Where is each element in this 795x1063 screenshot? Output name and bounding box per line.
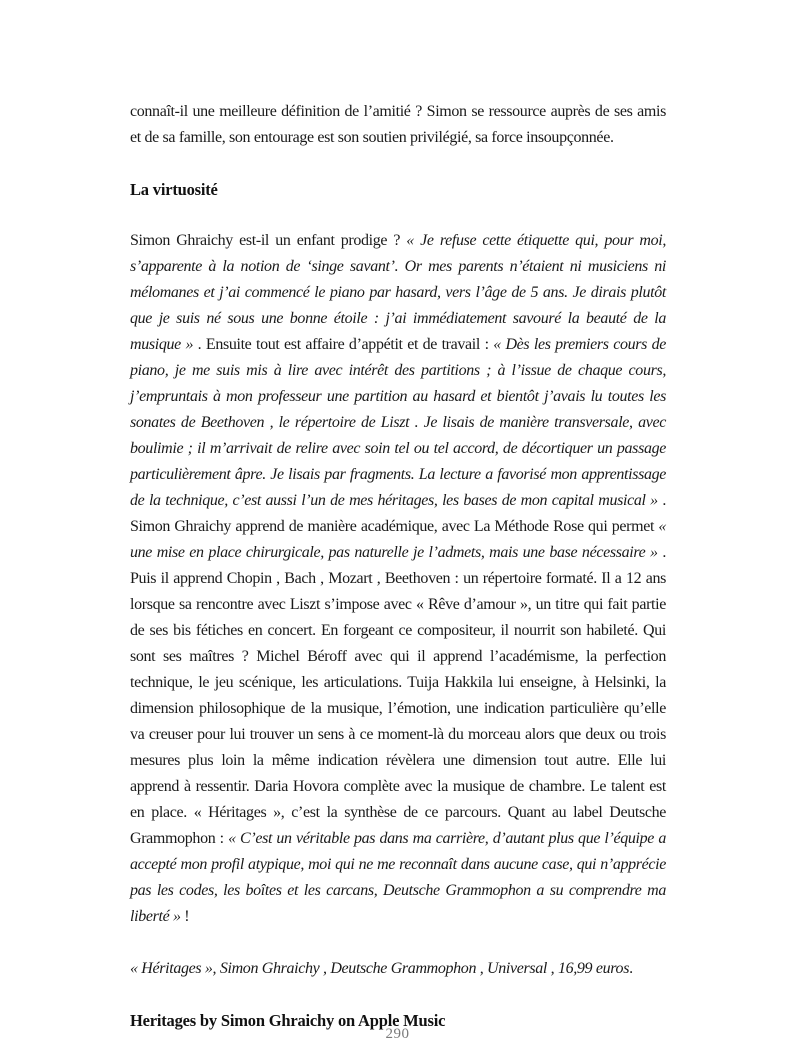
text-run: Simon Ghraichy est-il un enfant prodige ?	[130, 232, 407, 249]
quote-run: « C’est un véritable pas dans ma carrière, d’autant plus que l’équipe a accepté mon profil atypique, moi qui ne me reconnaît dans aucune case, qui n’apprécie pas les codes, les boîtes et les carcans, Deutsche Grammophon a su comprendre ma liberté »	[130, 830, 666, 925]
quote-run: « Je refuse cette étiquette qui, pour moi, s’apparente à la notion de ‘singe savant’. Or mes parents n’étaient ni musiciens ni mélomanes et j’ai commencé le piano par hasard, vers l’âge de 5 ans. Je dirais plutôt que je suis né sous une bonne étoile : j’ai immédiatement savouré la beauté de la musique »	[130, 232, 666, 353]
text-column	[130, 99, 666, 1059]
heading-virtuosity: La virtuosité	[130, 180, 218, 199]
paragraph-friendship	[130, 99, 666, 151]
paragraph-album-credits	[130, 956, 666, 982]
quote-run: « une mise en place chirurgicale, pas naturelle je l’admets, mais une base nécessaire »	[130, 518, 666, 561]
paragraph-virtuosity	[130, 228, 666, 930]
text-run: . Simon Ghraichy apprend de manière académique, avec La Méthode Rose qui permet	[130, 492, 666, 535]
page-number: 290	[385, 1026, 410, 1042]
text-run: . Puis il apprend Chopin , Bach , Mozart , Beethoven : un répertoire formaté. Il a 12 ans lorsque sa rencontre avec Liszt s’impose avec « Rêve d’amour », un titre qui fait partie de ses bis fétiches en concert. En forgeant ce compositeur, il nourrit son habileté. Qui sont ses maîtres ? Michel Béroff avec qui il apprend l’académisme, la perfection technique, le jeu scénique, les articulations. Tuija Hakkila lui enseigne, à Helsinki, la dimension philosophique de la musique, l’émotion, une indication particulière qu’elle va creuser pour lui trouver un sens à ce moment-là du morceau alors que deux ou trois mesures plus loin la même indication révèlera une dimension tout autre. Elle lui apprend à ressentir. Daria Hovora complète avec la musique de chambre. Le talent est en place. « Héritages », c’est la synthèse de ce parcours. Quant au label Deutsche Grammophon :	[130, 544, 666, 847]
text-run: !	[184, 908, 190, 925]
album-credits-run: « Héritages », Simon Ghraichy , Deutsche Grammophon , Universal , 16,99 euros	[130, 960, 630, 977]
quote-run: « Dès les premiers cours de piano, je me suis mis à lire avec intérêt des partitions ; à l’issue de chaque cours, j’empruntais à mon professeur une partition au hasard et bientôt j’avais lu toutes les sonates de Beethoven , le répertoire de Liszt . Je lisais de manière transversale, avec boulimie ; il m’arrivait de relire avec soin tel ou tel accord, de décortiquer un passage particulièrement âpre. Je lisais par fragments. La lecture a favorisé mon apprentissage de la technique, c’est aussi l’un de mes héritages, les bases de mon capital musical »	[130, 336, 666, 509]
text-run: . Ensuite tout est affaire d’appétit et de travail :	[197, 336, 494, 353]
heading-apple-music: Heritages by Simon Ghraichy on Apple Music	[130, 1011, 446, 1030]
text-run: .	[629, 960, 633, 977]
paragraph-friendship-text: connaît-il une meilleure définition de l’amitié ? Simon se ressource auprès de ses amis et de sa famille, son entourage est son soutien privilégié, sa force insoupçonnée.	[130, 103, 666, 146]
